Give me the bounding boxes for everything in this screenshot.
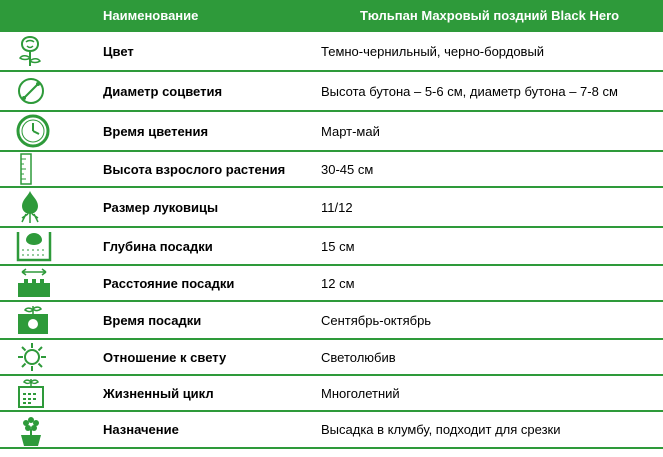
table-header <box>0 0 663 32</box>
rose-icon <box>0 34 84 68</box>
row-value: Светолюбив <box>321 349 396 365</box>
row-name: Диаметр соцветия <box>103 83 223 99</box>
table-row <box>0 376 663 412</box>
table-row <box>0 72 663 112</box>
row-name: Высота взрослого растения <box>103 161 286 177</box>
header-name: Наименование <box>103 7 199 23</box>
planting-distance-icon <box>0 267 84 299</box>
ruler-icon <box>0 153 84 185</box>
row-value: Сентябрь-октябрь <box>321 312 432 328</box>
row-name: Жизненный цикл <box>103 385 214 401</box>
row-value: 15 см <box>321 238 355 254</box>
row-name: Цвет <box>103 43 134 59</box>
table-row <box>0 412 663 449</box>
row-value: 12 см <box>321 275 355 291</box>
row-name: Время посадки <box>103 312 202 328</box>
table-row <box>0 32 663 72</box>
flower-pot-icon <box>0 413 84 447</box>
planting-depth-icon <box>0 230 84 262</box>
calendar-icon <box>0 377 84 409</box>
table-row <box>0 228 663 266</box>
row-name: Назначение <box>103 422 179 437</box>
planting-time-icon <box>0 304 84 336</box>
row-value: Высадка в клумбу, подходит для срезки <box>321 422 561 437</box>
row-value: Многолетний <box>321 385 400 401</box>
row-name: Глубина посадки <box>103 238 213 254</box>
table-row <box>0 340 663 376</box>
row-name: Отношение к свету <box>103 349 227 365</box>
diameter-icon <box>0 76 84 106</box>
bulb-icon <box>0 190 84 224</box>
row-value: Март-май <box>321 123 380 139</box>
clock-icon <box>0 114 84 148</box>
table-row <box>0 266 663 302</box>
row-value: 30-45 см <box>321 161 374 177</box>
row-name: Время цветения <box>103 123 209 139</box>
row-name: Размер луковицы <box>103 199 219 215</box>
row-value: Высота бутона – 5-6 см, диаметр бутона – 7-8 см <box>321 83 618 99</box>
table-row <box>0 188 663 228</box>
row-value: Темно-чернильный, черно-бордовый <box>321 43 545 59</box>
table-row <box>0 112 663 152</box>
header-value: Тюльпан Махровый поздний Black Hero <box>360 7 620 23</box>
table-row <box>0 302 663 340</box>
row-value: 11/12 <box>321 199 353 215</box>
table-row <box>0 152 663 188</box>
row-name: Расстояние посадки <box>103 275 235 291</box>
sun-icon <box>0 341 84 373</box>
